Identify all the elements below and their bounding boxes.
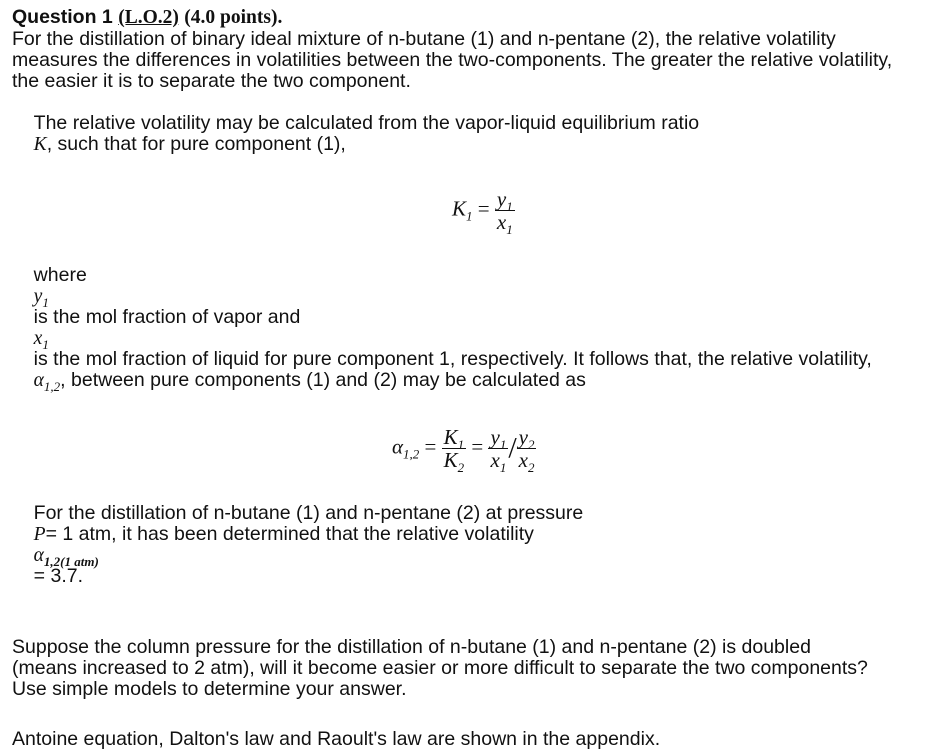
spacer bbox=[12, 608, 905, 637]
eq-fraction bbox=[495, 187, 515, 238]
eq-fraction-y1x1 bbox=[488, 425, 508, 476]
variable-p: P bbox=[33, 524, 46, 545]
eq-subscript: 1 bbox=[506, 199, 513, 215]
eq-numerator: K bbox=[443, 425, 458, 449]
eq-subscript: 1,2 bbox=[403, 446, 420, 462]
eq-numerator: y bbox=[518, 425, 528, 449]
learning-outcome-label: (L.O.2) bbox=[118, 7, 179, 28]
eq-symbol: K bbox=[452, 196, 467, 221]
eq-denominator: x bbox=[496, 210, 507, 234]
eq-equals: = bbox=[424, 434, 437, 459]
variable-k: K bbox=[33, 134, 47, 155]
eq-equals: = bbox=[471, 434, 484, 459]
spacer bbox=[12, 700, 905, 729]
eq-denominator: K bbox=[443, 448, 458, 472]
variable-subscript: 1,2 bbox=[43, 378, 61, 394]
eq-denominator: x bbox=[518, 448, 528, 472]
eq-subscript: 1 bbox=[457, 437, 465, 453]
paragraph-text: The relative volatility may be calculated from the vapor-liquid equilibrium ratio bbox=[33, 112, 700, 134]
eq-slash: / bbox=[508, 431, 517, 465]
variable-x: x bbox=[33, 328, 43, 349]
equation-alpha-block bbox=[12, 412, 905, 482]
variable-y: y bbox=[33, 286, 43, 307]
paragraph-question: Suppose the column pressure for the distillation of n-butane (1) and n-pentane (2) is doubled (means increased to 2 atm), will it become easier or more difficult to separate the two components? Use simple models to determine your answer. bbox=[12, 636, 874, 700]
paragraph-text: , between pure components (1) and (2) may be calculated as bbox=[60, 369, 586, 391]
variable-subscript: 1 bbox=[42, 336, 49, 352]
paragraph-relative-volatility bbox=[12, 92, 902, 176]
equation-k1-block bbox=[12, 176, 905, 244]
paragraph-text: is the mol fraction of liquid for pure component 1, respectively. It follows that, the relative volatility, bbox=[33, 348, 872, 370]
variable-alpha: α bbox=[33, 370, 44, 391]
paragraph-text: where bbox=[33, 264, 87, 286]
eq-subscript: 2 bbox=[457, 460, 465, 476]
eq-subscript: 2 bbox=[527, 460, 535, 476]
eq-fraction-k bbox=[442, 425, 467, 476]
paragraph-definitions bbox=[12, 244, 902, 412]
variable-subscript: 1 bbox=[42, 294, 49, 310]
paragraph-text: = 1 atm, it has been determined that the relative volatility bbox=[45, 523, 534, 545]
question-heading bbox=[12, 6, 905, 29]
variable-subscript: 1,2(1 atm) bbox=[43, 553, 99, 569]
eq-symbol: α bbox=[392, 434, 404, 459]
paragraph-given-condition bbox=[12, 482, 902, 608]
eq-numerator: y bbox=[490, 425, 500, 449]
paragraph-appendix-note: Antoine equation, Dalton's law and Raoult's law are shown in the appendix. bbox=[12, 728, 661, 750]
eq-denominator: x bbox=[490, 448, 500, 472]
eq-subscript: 1 bbox=[466, 208, 473, 224]
question-label: Question 1 bbox=[12, 6, 113, 28]
eq-numerator: y bbox=[496, 187, 507, 211]
paragraph-text: is the mol fraction of vapor and bbox=[33, 306, 301, 328]
eq-subscript: 2 bbox=[527, 437, 535, 453]
equation-alpha bbox=[392, 425, 536, 476]
paragraph-text: For the distillation of n-butane (1) and n-pentane (2) at pressure bbox=[33, 502, 584, 524]
eq-subscript: 1 bbox=[499, 460, 507, 476]
paragraph-intro: For the distillation of binary ideal mixture of n-butane (1) and n-pentane (2), the relative volatility measures the differences in volatilities between the two-components. The greater the relative volatility, the easier it is to separate the two component. bbox=[12, 28, 898, 92]
points-label: (4.0 points). bbox=[184, 7, 283, 28]
eq-subscript: 1 bbox=[506, 222, 513, 238]
eq-fraction-y2x2 bbox=[517, 425, 537, 476]
paragraph-text: = 3.7. bbox=[33, 565, 84, 587]
paragraph-text: , such that for pure component (1), bbox=[46, 133, 346, 155]
variable-alpha: α bbox=[33, 545, 44, 566]
eq-subscript: 1 bbox=[499, 437, 507, 453]
equation-k1 bbox=[452, 187, 515, 238]
eq-equals: = bbox=[477, 196, 490, 221]
